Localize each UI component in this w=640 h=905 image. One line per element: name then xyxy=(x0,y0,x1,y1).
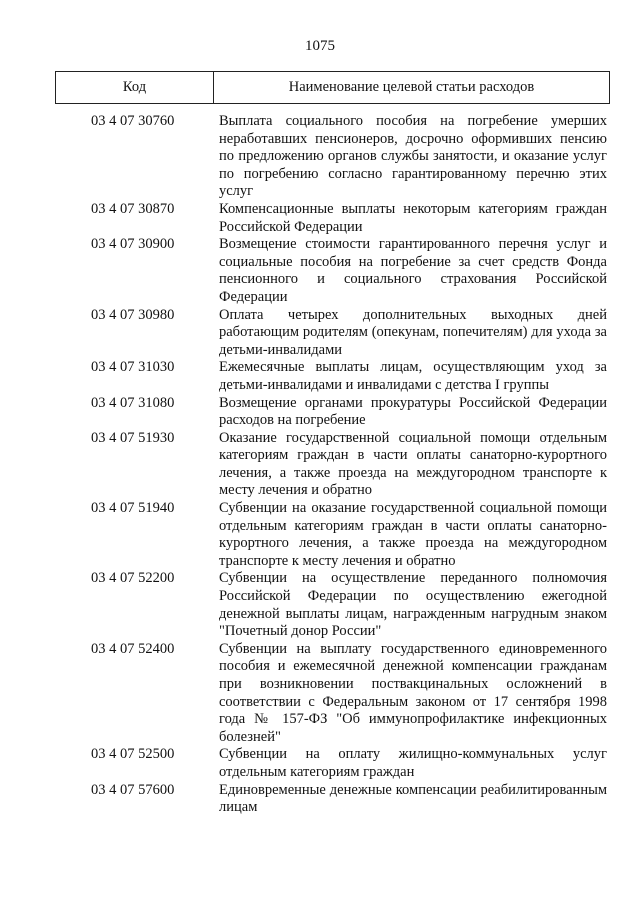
table-row xyxy=(0,500,640,570)
row-code: 03 4 07 30870 xyxy=(91,200,175,217)
table-row xyxy=(0,359,640,394)
row-name: Субвенции на оплату жилищно-коммунальных услуг отдельным категориям граждан xyxy=(219,746,607,780)
row-code: 03 4 07 57600 xyxy=(91,781,175,798)
table-row xyxy=(0,307,640,360)
row-code: 03 4 07 51930 xyxy=(91,429,175,446)
row-name: Оказание государственной социальной помощи отдельным категориям граждан в части оплаты санаторно-курортного лечения, а также проезда на междугородном транспорте к месту лечения и обратно xyxy=(219,429,607,499)
table-row xyxy=(0,641,640,747)
header-name: Наименование целевой статьи расходов xyxy=(288,79,535,95)
table-row xyxy=(0,782,640,817)
row-code: 03 4 07 30900 xyxy=(91,236,175,253)
row-name: Оплата четырех дополнительных выходных дней работающим родителям (опекунам, попечителям) для ухода за детьми-инвалидами xyxy=(219,306,607,358)
row-code: 03 4 07 51940 xyxy=(91,500,175,517)
row-code: 03 4 07 52200 xyxy=(91,570,175,587)
row-name: Субвенции на выплату государственного единовременного пособия и ежемесячной денежной компенсации гражданам при возникновении поствакцинальных осложнений в соответствии с Федеральным законом от 17 сентября 1998 года № 157-ФЗ "Об иммунопрофилактике инфекционных болезней" xyxy=(219,640,607,745)
table-row xyxy=(0,236,640,306)
row-code: 03 4 07 30760 xyxy=(91,113,175,129)
table-row xyxy=(0,430,640,500)
row-code: 03 4 07 52500 xyxy=(91,746,175,763)
table-row xyxy=(0,746,640,781)
table-row xyxy=(0,113,640,201)
row-name: Компенсационные выплаты некоторым категориям граждан Российской Федерации xyxy=(219,200,607,235)
table-row xyxy=(0,201,640,236)
row-code: 03 4 07 30980 xyxy=(91,306,175,323)
row-name: Возмещение стоимости гарантированного перечня услуг и социальные пособия на погребение за счет средств Фонда пенсионного и социального страхования Российской Федерации xyxy=(219,236,607,305)
row-name: Возмещение органами прокуратуры Российской Федерации расходов на погребение xyxy=(219,394,607,429)
row-name: Ежемесячные выплаты лицам, осуществляющим уход за детьми-инвалидами и инвалидами с детства I группы xyxy=(219,359,607,393)
table-body xyxy=(0,113,640,817)
row-name: Единовременные денежные компенсации реабилитированным лицам xyxy=(219,781,607,816)
row-code: 03 4 07 31080 xyxy=(91,394,175,411)
row-name: Субвенции на осуществление переданного полномочия Российской Федерации по осуществлению ежегодной денежной выплаты лицам, награжденным нагрудным знаком "Почетный донор России" xyxy=(219,570,607,640)
row-code: 03 4 07 52400 xyxy=(91,640,175,657)
row-code: 03 4 07 31030 xyxy=(91,359,175,376)
row-name: Субвенции на оказание государственной социальной помощи отдельным категориям граждан в части оплаты санаторно-курортного лечения, а также проезда на междугородном транспорте к месту лечения и обратно xyxy=(219,500,607,569)
table-row xyxy=(0,570,640,640)
page-number: 1075 xyxy=(305,38,335,54)
table-header xyxy=(55,71,610,104)
table-row xyxy=(0,395,640,430)
row-name: Выплата социального пособия на погребение умерших неработавших пенсионеров, досрочно оформивших пенсию по предложению органов службы занятости, и оказание услуг по погребению согласно гарантированному перечню этих услуг xyxy=(219,113,607,200)
header-code: Код xyxy=(56,72,214,103)
